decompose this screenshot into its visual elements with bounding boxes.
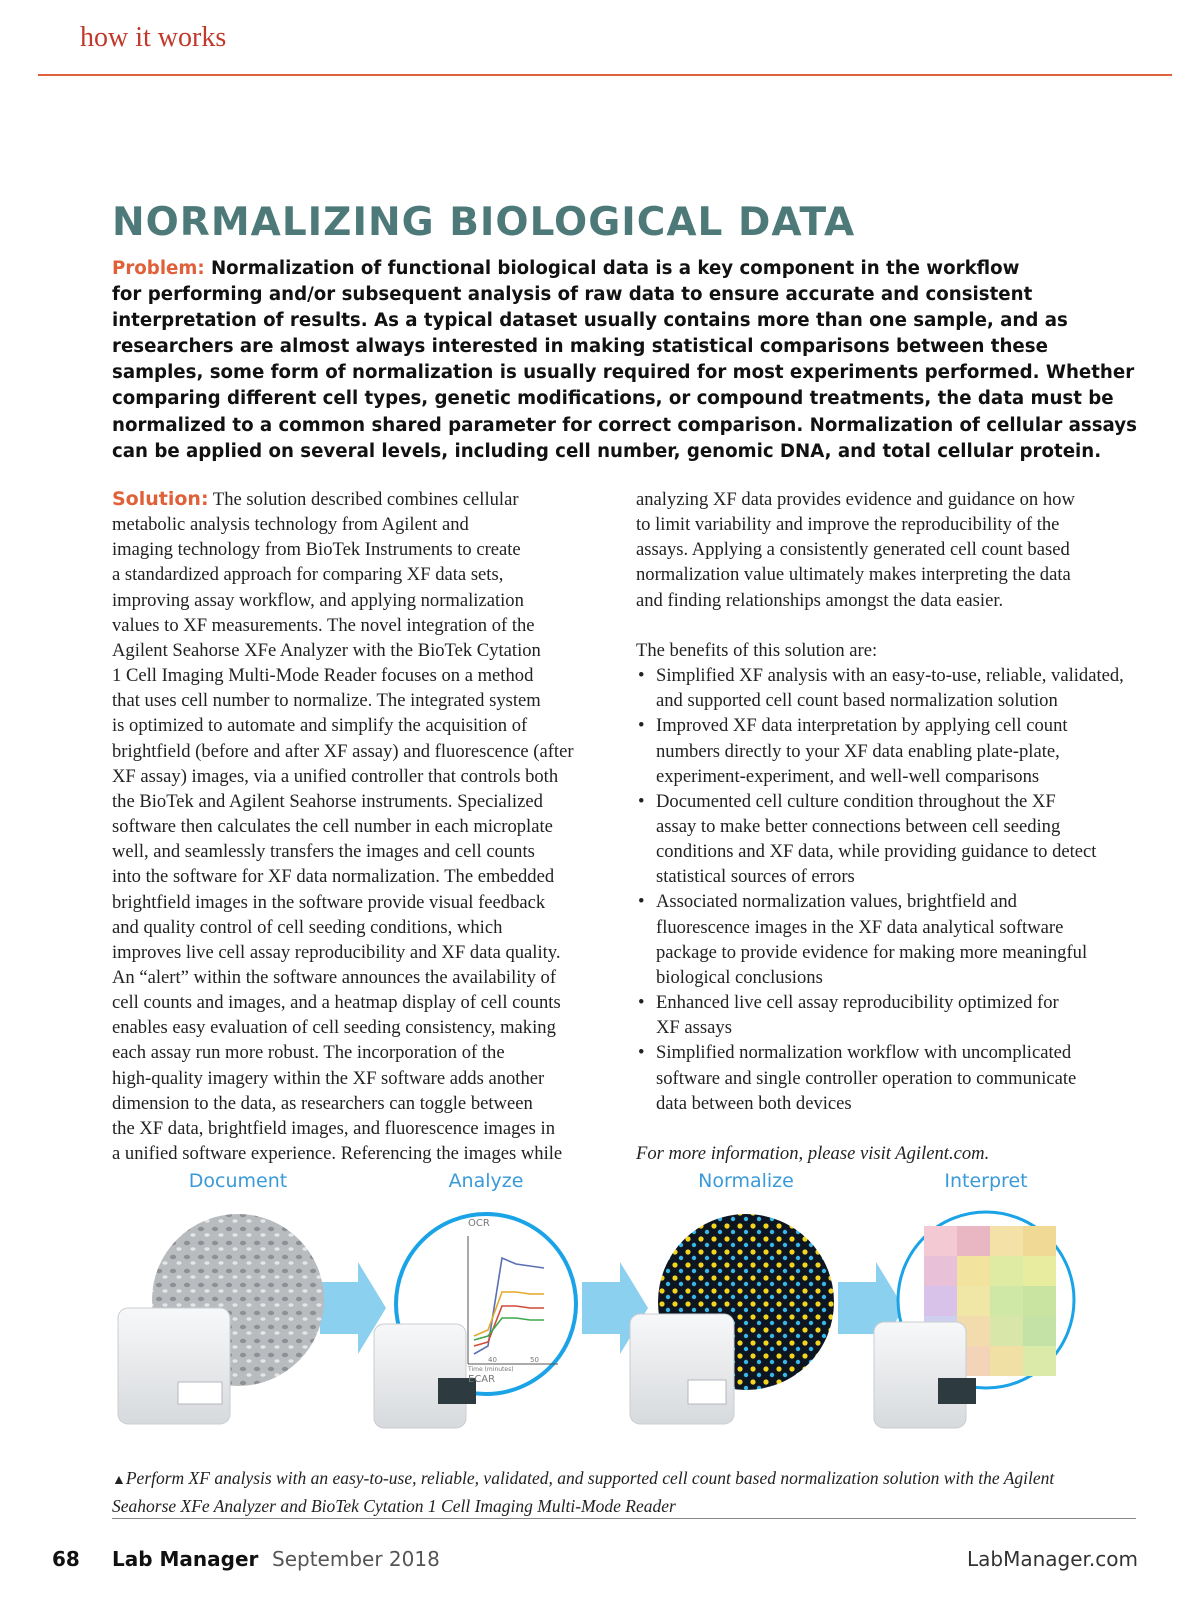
problem-line: samples, some form of normalization is usually required for most experiments performed. Whether: [112, 362, 1135, 384]
benefit-line: numbers directly to your XF data enabling plate-plate,: [656, 740, 1060, 762]
solution-line: An “alert” within the software announces the availability of: [112, 966, 557, 988]
benefit-line: data between both devices: [656, 1092, 852, 1114]
benefits-intro: The benefits of this solution are:: [636, 639, 878, 661]
problem-line: can be applied on several levels, including cell number, genomic DNA, and total cellular protein.: [112, 440, 1102, 462]
problem-line: interpretation of results. As a typical dataset usually contains more than one sample, and as: [112, 310, 1068, 332]
solution-line: and quality control of cell seeding conditions, which: [112, 916, 503, 938]
header-divider: [38, 74, 1172, 76]
problem-line: comparing different cell types, genetic modifications, or compound treatments, the data must be: [112, 388, 1114, 410]
body-line: to limit variability and improve the reproducibility of the: [636, 514, 1060, 536]
solution-line: 1 Cell Imaging Multi-Mode Reader focuses on a method: [112, 665, 534, 687]
solution-line: well, and seamlessly transfers the images and cell counts: [112, 841, 535, 863]
solution-line: values to XF measurements. The novel integration of the: [112, 614, 535, 636]
benefits-column: [636, 487, 1146, 1166]
step-label-analyze: Analyze: [448, 1170, 524, 1192]
solution-line: dimension to the data, as researchers can toggle between: [112, 1092, 533, 1114]
tick-label: 40: [488, 1356, 497, 1364]
solution-line: metabolic analysis technology from Agilent and: [112, 514, 469, 536]
solution-line: software then calculates the cell number in each microplate: [112, 816, 553, 838]
solution-line: the BioTek and Agilent Seahorse instruments. Specialized: [112, 790, 543, 812]
caption-marker-icon: ▲: [112, 1473, 126, 1488]
more-info-line: For more information, please visit Agilent.com.: [636, 1143, 990, 1165]
solution-line: imaging technology from BioTek Instruments to create: [112, 539, 521, 561]
imager-instrument: [118, 1308, 230, 1424]
body-line: analyzing XF data provides evidence and guidance on how: [636, 489, 1075, 510]
benefit-line: biological conclusions: [656, 966, 823, 988]
benefit-item: • Improved XF data interpretation by applying cell count: [636, 713, 1146, 738]
benefit-line: package to provide evidence for making more meaningful: [656, 941, 1088, 963]
solution-line: is optimized to automate and simplify the acquisition of: [112, 715, 528, 737]
solution-line: a unified software experience. Referencing the images while: [112, 1143, 563, 1165]
step-label-interpret: Interpret: [944, 1170, 1028, 1192]
caption-line: Perform XF analysis with an easy-to-use, reliable, validated, and supported cell count based normalization solution with the Agilent: [125, 1468, 1055, 1488]
benefit-line: XF assays: [656, 1017, 732, 1039]
solution-line: improving assay workflow, and applying normalization: [112, 589, 524, 611]
benefit-line: experiment-experiment, and well-well comparisons: [656, 765, 1040, 787]
solution-line: improves live cell assay reproducibility and XF data quality.: [112, 941, 561, 963]
caption-divider: [112, 1518, 1136, 1519]
benefit-item: • Documented cell culture condition throughout the XF: [636, 789, 1146, 814]
ocr-label: OCR: [468, 1218, 490, 1229]
body-line: normalization value ultimately makes interpreting the data: [636, 564, 1071, 586]
caption-line: Seahorse XFe Analyzer and BioTek Cytation 1 Cell Imaging Multi-Mode Reader: [112, 1495, 676, 1516]
problem-line: normalized to a common shared parameter for correct comparison. Normalization of cellular assays: [112, 414, 1137, 436]
solution-line: cell counts and images, and a heatmap display of cell counts: [112, 992, 561, 1014]
analyzer-instrument: [374, 1324, 476, 1428]
problem-line: researchers are almost always interested in making statistical comparisons between these: [112, 336, 1048, 358]
benefit-line: fluorescence images in the XF data analytical software: [656, 916, 1064, 938]
issue-date: September 2018: [272, 1547, 440, 1571]
article-title: NORMALIZING BIOLOGICAL DATA: [112, 200, 856, 245]
workflow-figure: [112, 1170, 1136, 1452]
time-axis-label: Time (minutes): [468, 1366, 514, 1373]
solution-line: brightfield (before and after XF assay) and fluorescence (after: [112, 740, 574, 762]
paragraph-gap: [636, 613, 1146, 638]
solution-line: brightfield images in the software provide visual feedback: [112, 891, 546, 913]
benefit-line: and supported cell count based normalization solution: [656, 690, 1058, 712]
solution-column: [112, 487, 612, 1166]
section-tag: how it works: [80, 22, 227, 53]
benefit-item: • Simplified normalization workflow with uncomplicated: [636, 1040, 1146, 1065]
publication-name: Lab Manager: [112, 1547, 259, 1571]
website: LabManager.com: [967, 1547, 1138, 1571]
benefit-item: • Associated normalization values, brightfield and: [636, 889, 1146, 914]
problem-label: Problem:: [112, 258, 205, 279]
solution-line: a standardized approach for comparing XF data sets,: [112, 564, 504, 586]
tick-label: 50: [530, 1356, 539, 1364]
problem-line: for performing and/or subsequent analysis of raw data to ensure accurate and consistent: [112, 284, 1033, 306]
solution-line: into the software for XF data normalization. The embedded: [112, 866, 555, 888]
body-line: and finding relationships amongst the data easier.: [636, 589, 1004, 611]
ecar-label: ECAR: [468, 1374, 496, 1385]
analyzer-instrument: [874, 1322, 976, 1428]
page-number: 68: [52, 1547, 80, 1571]
workflow-illustration: [112, 1196, 1136, 1452]
step-label-document: Document: [188, 1170, 288, 1192]
solution-label: Solution:: [112, 488, 209, 510]
benefit-line: software and single controller operation to communicate: [656, 1067, 1077, 1089]
solution-line: enables easy evaluation of cell seeding consistency, making: [112, 1017, 556, 1039]
problem-line: Normalization of functional biological data is a key component in the workflow: [204, 258, 1020, 279]
solution-line: The solution described combines cellular: [208, 489, 519, 510]
solution-line: the XF data, brightfield images, and fluorescence images in: [112, 1117, 556, 1139]
step-label-normalize: Normalize: [698, 1170, 794, 1192]
solution-line: that uses cell number to normalize. The integrated system: [112, 690, 541, 712]
benefit-item: • Simplified XF analysis with an easy-to-use, reliable, validated,: [636, 663, 1146, 688]
solution-line: each assay run more robust. The incorporation of the: [112, 1042, 505, 1064]
benefit-line: assay to make better connections between cell seeding: [656, 816, 1061, 838]
problem-statement: [112, 256, 1142, 465]
benefit-line: conditions and XF data, while providing guidance to detect: [656, 841, 1097, 863]
solution-line: XF assay) images, via a unified controller that controls both: [112, 765, 559, 787]
benefit-line: statistical sources of errors: [656, 866, 855, 888]
figure-caption: [112, 1466, 1136, 1519]
paragraph-gap: [636, 1116, 1146, 1141]
body-line: assays. Applying a consistently generated cell count based: [636, 539, 1070, 561]
benefit-item: • Enhanced live cell assay reproducibility optimized for: [636, 990, 1146, 1015]
imager-instrument: [630, 1314, 734, 1424]
solution-line: high-quality imagery within the XF software adds another: [112, 1067, 545, 1089]
solution-line: Agilent Seahorse XFe Analyzer with the BioTek Cytation: [112, 639, 541, 661]
